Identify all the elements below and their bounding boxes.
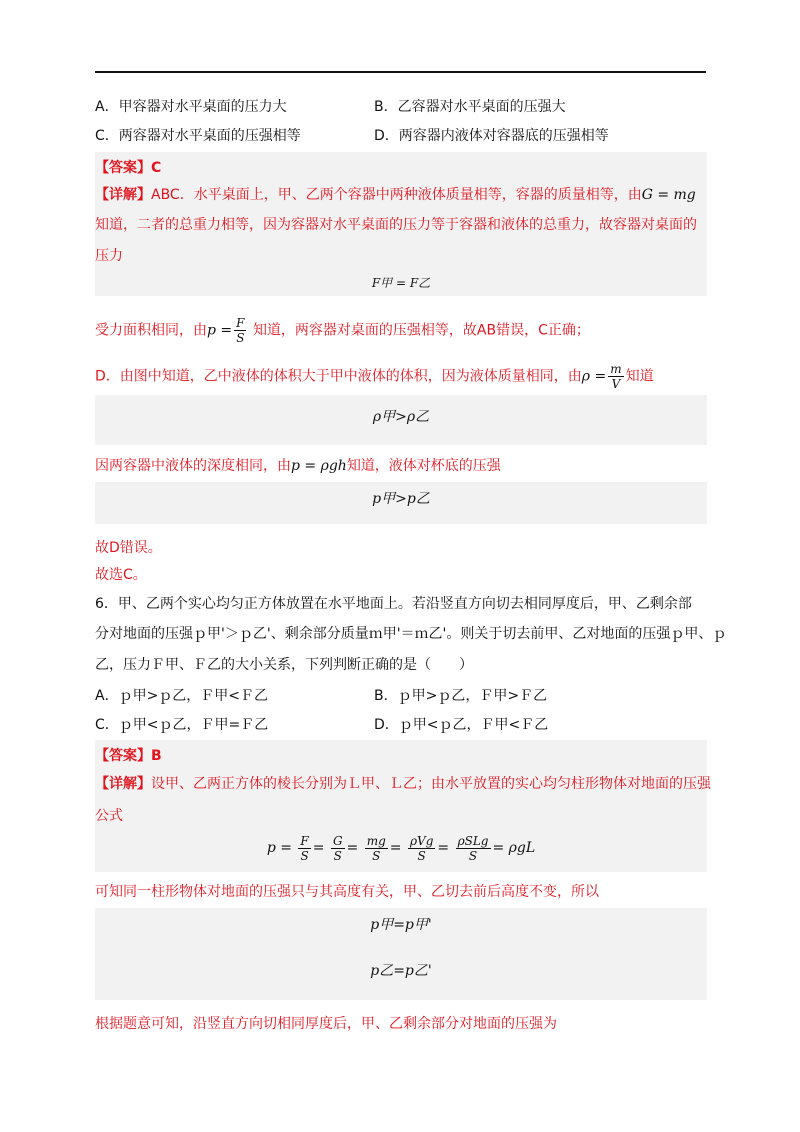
q5-answer-tag: 【答案】C: [95, 160, 162, 176]
frac-den: S: [333, 848, 342, 863]
detail-tag: 【详解】: [95, 187, 151, 203]
formula-rhs: = ρgL: [492, 840, 536, 856]
q6-stem-1: 6．甲、乙两个实心均匀正方体放置在水平地面上。若沿竖直方向切去相同厚度后，甲、乙剩余部: [95, 596, 692, 612]
frac-num: G: [332, 833, 343, 848]
q5-detail-line-3: 压力: [95, 248, 123, 264]
frac-f-s: [298, 834, 310, 863]
frac-den: V: [611, 377, 621, 391]
area-text-a: 受力面积相同，由: [95, 322, 207, 339]
q5-area-line: [95, 316, 707, 344]
depth-text-b: 知道，液体对杯底的压强: [346, 458, 501, 474]
q5-conclusion-1: 故D错误。: [95, 540, 162, 556]
eq-rho: ρ甲>ρ乙: [372, 409, 430, 425]
frac-f-over-s: [234, 316, 246, 345]
q6-detail-line-2: 公式: [95, 808, 123, 824]
q6-option-c: C．ｐ甲<ｐ乙，Ｆ甲=Ｆ乙: [95, 717, 269, 733]
eq-p: p甲>p乙: [372, 491, 430, 507]
q6-height-line: 可知同一柱形物体对地面的压强只与其高度有关，甲、乙切去前后高度不变，所以: [95, 884, 599, 900]
eq-p-jia: p甲=p甲': [370, 917, 432, 933]
detail-text: 设甲、乙两正方体的棱长分别为Ｌ甲、Ｌ乙；由水平放置的实心均匀柱形物体对地面的压强: [151, 776, 711, 792]
q6-stem-2: 分对地面的压强ｐ甲'＞ｐ乙'、剩余部分质量ｍ甲'＝ｍ乙'。则关于切去前甲、乙对地面的压强ｐ甲、ｐ: [95, 626, 727, 642]
q5-detail-line-2: 知道，二者的总重力相等，因为容器对水平桌面的压力等于容器和液体的总重力，故容器对桌面的: [95, 217, 697, 233]
frac-num: F: [236, 316, 245, 330]
detail-text: ABC．水平桌面上，甲、乙两个容器中两种液体质量相等，容器的质量相等，由: [151, 187, 642, 203]
frac-den: S: [300, 848, 309, 863]
d-text-a: D．由图中知道，乙中液体的体积大于甲中液体的体积，因为液体质量相同，由: [95, 368, 582, 385]
q5-option-b: B．乙容器对水平桌面的压强大: [374, 99, 566, 115]
q6-stem-3: 乙，压力Ｆ甲、Ｆ乙的大小关系，下列判断正确的是（ ）: [95, 657, 473, 673]
q6-big-formula: p = $\frac{F}{S}$ = $\frac{G}{S}$ = $\frac{mg}{S}$ = $\frac{\text{ρVg}}{S}$ = $\frac{\text{ρSLg}}{S}$ = ρgL: [266, 833, 536, 863]
area-formula-p: p =: [207, 322, 233, 339]
d-text-b: 知道: [625, 368, 654, 385]
frac-num: ρVg: [409, 833, 434, 848]
frac-rhovg-s: [408, 834, 435, 863]
frac-mg-s: [365, 834, 388, 863]
frac-den: S: [236, 331, 245, 345]
q6-option-d: D．ｐ甲<ｐ乙，Ｆ甲<Ｆ乙: [374, 717, 549, 733]
frac-num: m: [610, 362, 622, 376]
frac-den: S: [417, 848, 426, 863]
q5-option-d: D．两容器内液体对容器底的压强相等: [374, 128, 609, 144]
formula-lhs: p =: [266, 840, 292, 856]
q5-d-line: [95, 362, 707, 390]
frac-den: S: [468, 848, 478, 863]
depth-text-a: 因两容器中液体的深度相同，由: [95, 458, 291, 474]
q5-option-a: A．甲容器对水平桌面的压力大: [95, 99, 287, 115]
eq-p-yi: p乙=p乙': [370, 963, 432, 979]
q5-depth-line: [95, 456, 707, 476]
frac-num: F: [300, 833, 309, 848]
q5-conclusion-2: 故选C。: [95, 567, 147, 583]
q6-option-b: B．ｐ甲>ｐ乙，Ｆ甲>Ｆ乙: [374, 688, 548, 704]
formula-gmg: G = mg: [641, 187, 696, 203]
frac-num: ρSLg: [457, 833, 489, 848]
q5-option-c: C．两容器对水平桌面的压强相等: [95, 128, 301, 144]
frac-rhoslg-s: [456, 834, 491, 863]
q6-answer-tag: 【答案】B: [95, 748, 162, 764]
area-text-b: 知道，两容器对桌面的压强相等，故AB错误，C正确；: [252, 322, 590, 339]
frac-m-over-v: [608, 362, 623, 391]
frac-g-s: [331, 834, 345, 863]
frac-num: mg: [366, 833, 386, 848]
q6-option-a: A．ｐ甲>ｐ乙，Ｆ甲<Ｆ乙: [95, 688, 269, 704]
header-rule: [95, 71, 706, 73]
d-formula-rho: ρ =: [581, 368, 607, 385]
frac-den: S: [372, 848, 381, 863]
formula-rhogh: p = ρgh: [291, 458, 347, 474]
detail-tag: 【详解】: [95, 776, 151, 792]
eq-force: F甲 = F乙: [371, 276, 431, 290]
q6-detail-line-1: [95, 774, 711, 794]
q5-detail-line-1: [95, 185, 707, 205]
q6-last-line: 根据题意可知，沿竖直方向切相同厚度后，甲、乙剩余部分对地面的压强为: [95, 1016, 557, 1032]
